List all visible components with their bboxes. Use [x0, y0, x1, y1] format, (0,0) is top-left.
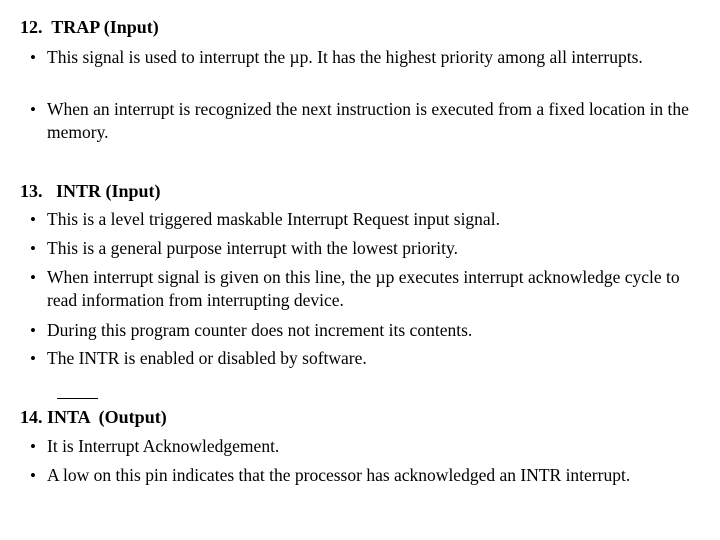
- bullet-text: This is a level triggered maskable Interrupt Request input signal.: [47, 209, 500, 229]
- bullet-item: [30, 319, 710, 342]
- section-title: TRAP (Input): [51, 17, 159, 37]
- bullet-icon: •: [30, 239, 36, 258]
- section-heading-14: [20, 406, 167, 428]
- bullet-item: [30, 46, 710, 69]
- bullet-icon: •: [30, 349, 36, 368]
- bullet-icon: •: [30, 321, 36, 340]
- bullet-text: A low on this pin indicates that the processor has acknowledged an INTR interrupt.: [47, 465, 631, 485]
- active-low-overbar: [57, 398, 98, 399]
- bullet-icon: •: [30, 210, 36, 229]
- bullet-item: [30, 208, 710, 231]
- section-title: INTR (Input): [56, 181, 161, 201]
- bullet-text: During this program counter does not increment its contents.: [47, 320, 473, 340]
- bullet-text: This is a general purpose interrupt with the lowest priority.: [47, 238, 458, 258]
- bullet-item: [30, 266, 710, 312]
- section-title: INTA (Output): [47, 407, 167, 427]
- section-number: 14.: [20, 407, 43, 427]
- section-number: 12.: [20, 17, 43, 37]
- bullet-text: This signal is used to interrupt the µp. It has the highest priority among all interrupts.: [47, 47, 643, 67]
- bullet-text: When an interrupt is recognized the next instruction is executed from a fixed location in the memory.: [47, 99, 689, 142]
- bullet-icon: •: [30, 100, 36, 119]
- section-heading-13: [20, 180, 161, 202]
- bullet-icon: •: [30, 466, 36, 485]
- bullet-text: The INTR is enabled or disabled by software.: [47, 348, 367, 368]
- section-heading-12: [20, 16, 159, 38]
- section-number: 13.: [20, 181, 43, 201]
- bullet-icon: •: [30, 437, 36, 456]
- bullet-text: When interrupt signal is given on this line, the µp executes interrupt acknowledge cycle to read information from interrupting device.: [47, 267, 680, 310]
- bullet-text: It is Interrupt Acknowledgement.: [47, 436, 280, 456]
- bullet-icon: •: [30, 48, 36, 67]
- bullet-item: [30, 98, 710, 144]
- bullet-item: [30, 237, 710, 260]
- bullet-item: [30, 347, 710, 370]
- bullet-item: [30, 464, 710, 487]
- bullet-item: [30, 435, 710, 458]
- bullet-icon: •: [30, 268, 36, 287]
